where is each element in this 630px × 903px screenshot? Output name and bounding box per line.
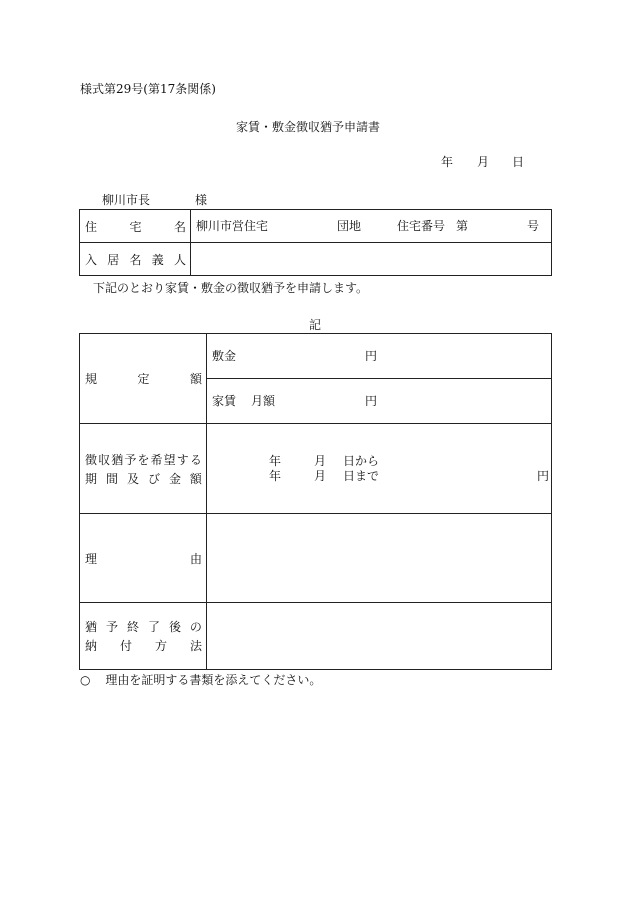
deposit-label: 敷金 <box>212 349 237 363</box>
ki-heading: 記 <box>309 318 322 332</box>
period-label-line2 <box>80 470 206 487</box>
label-char: 予 <box>124 452 137 467</box>
note <box>80 673 321 687</box>
go-label: 号 <box>527 219 540 233</box>
label-char: 義 <box>151 252 164 267</box>
period-yen: 円 <box>537 468 550 483</box>
honorific: 様 <box>195 193 208 207</box>
regulated-label-cell <box>80 334 207 424</box>
period-row <box>80 424 552 514</box>
label-char: 収 <box>98 452 111 467</box>
label-char: 宅 <box>129 219 142 234</box>
to-day: 日まで <box>343 468 380 483</box>
reason-label-cell <box>80 514 207 603</box>
label-char: 定 <box>137 372 150 386</box>
label-char: る <box>189 452 202 467</box>
regulated-deposit-row <box>80 334 552 379</box>
label-char: 後 <box>168 620 181 634</box>
rent-yen: 円 <box>365 394 378 408</box>
label-char: 人 <box>173 252 186 267</box>
to-year: 年 <box>269 468 282 483</box>
from-day: 日から <box>343 453 380 468</box>
house-number-label: 住宅番号 <box>397 219 446 233</box>
label-char: 入 <box>85 252 98 267</box>
label-char: 期 <box>85 471 98 486</box>
danchi-label: 団地 <box>337 219 362 233</box>
house-name-row <box>80 210 552 243</box>
label-char: 及 <box>126 471 139 486</box>
reason-value-cell[interactable] <box>207 514 552 603</box>
label-char: 望 <box>163 452 176 467</box>
document-title: 家賃・敷金徴収猶予申請書 <box>236 120 381 134</box>
period-label-line1 <box>80 451 206 468</box>
request-statement: 下記のとおり家賃・敷金の徴収猶予を申請します。 <box>93 281 369 295</box>
label-char: 終 <box>126 620 139 634</box>
label-char: 居 <box>107 252 120 267</box>
label-char: 金 <box>168 471 181 486</box>
payment-value-cell[interactable] <box>207 603 552 670</box>
label-char: 猶 <box>85 620 98 634</box>
rent-label: 家賃 <box>212 394 237 408</box>
label-char: 名 <box>129 252 142 267</box>
label-char: 納 <box>85 639 98 653</box>
label-char: 理 <box>85 551 98 566</box>
label-char: 規 <box>85 372 98 386</box>
label-char: 由 <box>189 551 202 566</box>
form-number: 様式第29号(第17条関係) <box>80 82 216 96</box>
note-text: 理由を証明する書類を添えてください。 <box>105 673 322 687</box>
label-char: 額 <box>189 471 202 486</box>
period-value-cell[interactable] <box>207 424 552 514</box>
from-year: 年 <box>269 453 282 468</box>
label-char: の <box>189 620 202 634</box>
date-month: 月 <box>477 155 490 169</box>
label-char: 法 <box>189 639 202 653</box>
label-char: を <box>137 452 150 467</box>
applicant-table <box>79 209 552 276</box>
date-year: 年 <box>441 155 454 169</box>
payment-row <box>80 603 552 670</box>
to-month: 月 <box>314 468 327 483</box>
house-name-label-cell <box>80 210 191 243</box>
occupant-row <box>80 243 552 276</box>
date-day: 日 <box>512 155 525 169</box>
mayor-label: 柳川市長 <box>102 193 151 207</box>
house-name-value-cell[interactable] <box>191 210 552 243</box>
occupant-value-cell[interactable] <box>191 243 552 276</box>
occupant-label-cell <box>80 243 191 276</box>
deposit-yen: 円 <box>365 349 378 363</box>
dai-label: 第 <box>456 219 469 233</box>
complex-name: 柳川市営住宅 <box>196 219 269 233</box>
label-char: 徴 <box>85 452 98 467</box>
deposit-value-cell[interactable] <box>207 334 552 379</box>
label-char: 方 <box>154 639 167 653</box>
label-char: 間 <box>105 471 118 486</box>
label-char: 了 <box>147 620 160 634</box>
label-char: 住 <box>85 219 98 234</box>
payment-label-cell <box>80 603 207 670</box>
from-month: 月 <box>314 453 327 468</box>
monthly-label: 月額 <box>251 394 276 408</box>
rent-value-cell[interactable] <box>207 379 552 424</box>
label-char: 名 <box>173 219 186 234</box>
payment-label-line1 <box>80 618 206 635</box>
label-char: 希 <box>150 452 163 467</box>
reason-row <box>80 514 552 603</box>
label-char: す <box>176 452 189 467</box>
details-table <box>79 333 552 670</box>
label-char: 猶 <box>111 452 124 467</box>
label-char: 予 <box>105 620 118 634</box>
payment-label-line2 <box>80 637 206 654</box>
label-char: 付 <box>119 639 132 653</box>
period-label-cell <box>80 424 207 514</box>
label-char: 額 <box>189 372 202 386</box>
circle-bullet-icon: ○ <box>80 673 91 687</box>
label-char: び <box>147 471 160 486</box>
